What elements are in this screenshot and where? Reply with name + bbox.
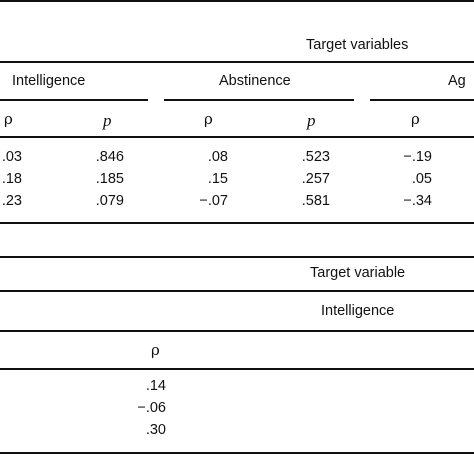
table1-cell: .185 — [95, 171, 124, 187]
table1-cell: −.34 — [403, 193, 432, 209]
table1-group-rule-abstinence — [164, 99, 354, 101]
table1-cell: .23 — [1, 193, 22, 209]
table1-header-rule — [0, 136, 474, 138]
table1-spanner-rule — [0, 61, 474, 63]
table2-cell: −.06 — [137, 400, 166, 416]
table2-group-intelligence: Intelligence — [321, 303, 395, 319]
table1-bottom-rule — [0, 222, 474, 224]
table2-cell: .14 — [145, 378, 166, 394]
table1-top-rule — [0, 0, 474, 2]
table2-rho-header: ρ — [151, 341, 160, 359]
table1-cell: −.07 — [199, 193, 228, 209]
table1-group-age: Ag — [448, 73, 466, 89]
table2-group-rule — [0, 330, 474, 332]
table1-cell: .08 — [207, 149, 228, 165]
table1-group-rule-intelligence — [0, 99, 148, 101]
table1-group-rule-age — [370, 99, 474, 101]
table1-rho-header-2: ρ — [204, 110, 213, 128]
table1-p-header-1: p — [103, 111, 112, 130]
table2-bottom-rule — [0, 452, 474, 454]
table1-cell: .15 — [207, 171, 228, 187]
table1-group-intelligence: Intelligence — [12, 73, 86, 89]
table1-cell: .257 — [301, 171, 330, 187]
table1-cell: .18 — [1, 171, 22, 187]
table2-header-rule — [0, 368, 474, 370]
table1-group-abstinence: Abstinence — [219, 73, 291, 89]
table1-cell: .079 — [95, 193, 124, 209]
table2-spanner-rule — [0, 290, 474, 292]
table1-cell: .846 — [95, 149, 124, 165]
table1-rho-header-3: ρ — [411, 110, 420, 128]
table1-rho-header-1: ρ — [4, 110, 13, 128]
table1-cell: .581 — [301, 193, 330, 209]
table1-cell: .03 — [1, 149, 22, 165]
table2-cell: .30 — [145, 422, 166, 438]
table2-top-rule — [0, 256, 474, 258]
table1-p-header-2: p — [307, 111, 316, 130]
table1-cell: .523 — [301, 149, 330, 165]
table1-cell: −.19 — [403, 149, 432, 165]
table2-spanner-header: Target variable — [310, 265, 406, 281]
table1-cell: .05 — [411, 171, 432, 187]
table1-spanner-header: Target variables — [306, 37, 409, 53]
